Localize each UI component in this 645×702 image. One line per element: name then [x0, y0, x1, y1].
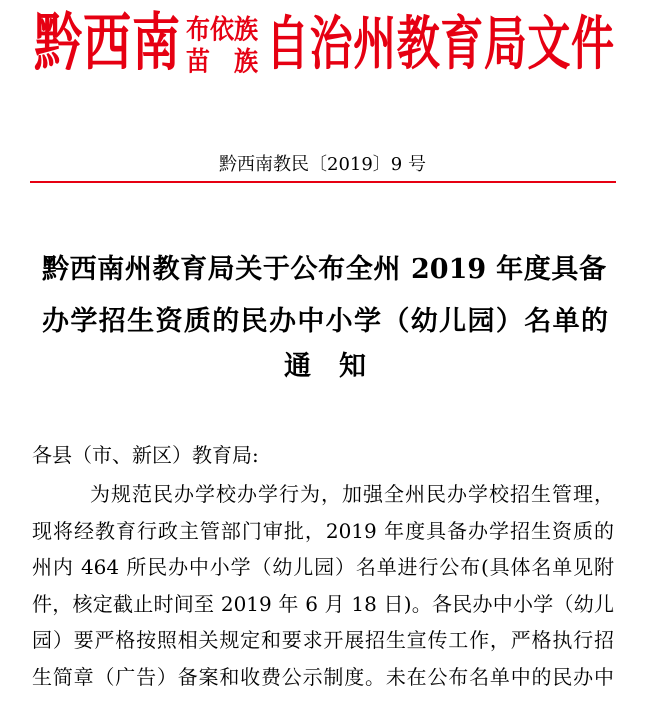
body-line-4: 件，核定截止时间至 2019 年 6 月 18 日)。各民办中小学（幼儿 [32, 591, 614, 616]
masthead-ethnic-line-2: 苗 族 [186, 44, 258, 78]
masthead-ethnic-block [186, 12, 258, 78]
body-line-5: 园）要严格按照相关规定和要求开展招生宣传工作，严格执行招 [32, 628, 614, 653]
document-title-line-2: 办学招生资质的民办中小学（幼儿园）名单的 [42, 306, 608, 337]
document-title-line-1: 黔西南州教育局关于公布全州 2019 年度具备 [42, 254, 606, 285]
masthead-org-name: 黔西南 [34, 6, 180, 80]
body-line-3: 州内 464 所民办中小学（幼儿园）名单进行公布(具体名单见附 [32, 555, 614, 580]
salutation: 各县（市、新区）教育局: [32, 443, 259, 467]
body-line-6: 生简章（广告）备案和收费公示制度。未在公布名单中的民办中 [32, 665, 614, 689]
body-line-1: 为规范民办学校办学行为，加强全州民办学校招生管理， [90, 482, 614, 506]
masthead-ethnic-line-1: 布依族 [186, 12, 258, 46]
document-number: 黔西南教民〔2019〕9 号 [219, 154, 426, 175]
masthead-document-type: 自治州教育局文件 [266, 10, 614, 79]
body-line-2: 现将经教育行政主管部门审批，2019 年度具备办学招生资质的 [32, 518, 614, 543]
document-title-line-3: 通 知 [284, 351, 366, 382]
red-divider [30, 181, 616, 183]
